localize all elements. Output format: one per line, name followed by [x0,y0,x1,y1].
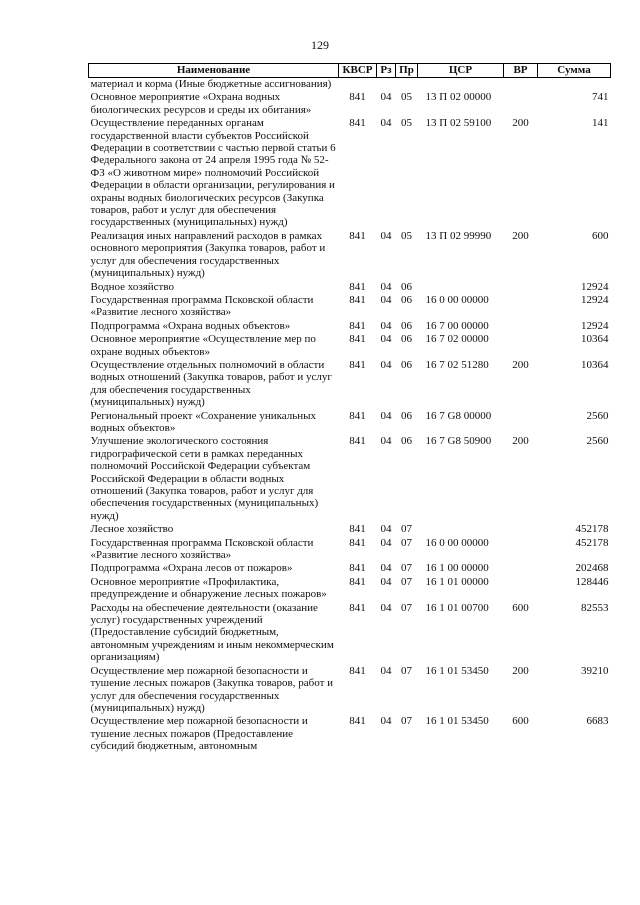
row-name: Государственная программа Псковской области «Развитие лесного хозяйства» [90,536,314,562]
table-row [89,280,611,293]
row-kvsr: 841 [349,562,366,575]
table-row [89,434,611,522]
row-vr [504,522,538,535]
table-header [89,64,611,78]
row-pr: 07 [401,715,412,728]
row-csr: 16 1 00 00000 [425,562,489,575]
row-pr: 07 [401,523,412,536]
table-row [89,409,611,435]
row-name: Основное мероприятие «Охрана водных биологических ресурсов и среды их обитания» [90,91,312,116]
budget-table [88,63,611,753]
row-vr [504,319,538,332]
table-row [89,293,611,319]
row-csr [418,280,504,293]
row-kvsr: 841 [349,333,366,346]
table-row [89,522,611,535]
page-number: 129 [311,38,329,52]
row-vr: 200 [512,358,529,371]
row-pr: 05 [401,91,412,104]
row-rz: 04 [380,91,392,104]
row-csr: 16 1 01 00700 [425,601,489,614]
row-vr [504,293,538,319]
row-rz: 04 [380,333,392,346]
row-sum: 2560 [586,435,609,448]
table-row [89,601,611,664]
row-kvsr: 841 [349,117,366,130]
row-rz: 04 [380,409,392,422]
row-csr: 16 1 01 53450 [425,715,489,728]
row-kvsr: 841 [349,601,366,614]
table-row [89,714,611,752]
row-name: Государственная программа Псковской области «Развитие лесного хозяйства» [90,293,314,319]
row-csr: 13 П 02 59100 [425,117,492,130]
row-vr: 600 [512,715,529,728]
row-pr: 06 [401,280,412,293]
table-row [89,561,611,574]
header-sum: Сумма [538,64,611,78]
row-name: Реализация иных направлений расходов в рамках основного мероприятия (Закупка товаров, работ и услуг для обеспечения государственных (муниципальных) нужд) [90,229,326,280]
row-kvsr: 841 [349,715,366,728]
row-rz [377,78,396,91]
row-sum: 39210 [581,664,609,677]
row-name: Основное мероприятие «Осуществление мер по охране водных объектов» [90,333,316,358]
row-kvsr: 841 [349,409,366,422]
header-kvsr: КВСР [339,64,377,78]
row-csr: 16 0 00 00000 [425,536,489,549]
row-sum: 141 [592,117,609,130]
row-rz: 04 [380,562,392,575]
row-pr: 07 [401,664,412,677]
row-kvsr: 841 [349,358,366,371]
row-csr: 16 7 G8 00000 [425,409,492,422]
row-rz: 04 [380,435,392,448]
row-name: Водное хозяйство [90,280,174,293]
row-sum: 10364 [581,333,609,346]
row-csr: 16 1 01 53450 [425,664,489,677]
row-pr: 06 [401,319,412,332]
row-rz: 04 [380,601,392,614]
row-pr: 05 [401,229,412,242]
row-vr: 200 [512,435,529,448]
table-row [89,575,611,601]
row-kvsr: 841 [349,523,366,536]
row-vr [504,575,538,601]
row-kvsr: 841 [349,664,366,677]
row-pr: 06 [401,358,412,371]
row-vr [504,78,538,91]
header-csr: ЦСР [418,64,504,78]
row-kvsr: 841 [349,91,366,104]
row-rz: 04 [380,664,392,677]
row-csr: 16 1 01 00000 [425,575,489,588]
row-vr [504,536,538,562]
row-sum: 128446 [575,575,609,588]
row-csr [418,78,504,91]
row-vr: 200 [512,117,529,130]
table-row [89,229,611,280]
row-sum: 6683 [586,715,609,728]
row-name: Осуществление мер пожарной безопасности и тушение лесных пожаров (Предоставление субсидий бюджетным, автономным [90,715,308,753]
table-body [89,78,611,753]
row-name: Подпрограмма «Охрана водных объектов» [90,319,291,332]
header-name: Наименование [89,64,339,78]
row-pr [396,78,418,91]
row-name: Улучшение экологического состояния гидрографической сети в рамках переданных полномочий Российской Федерации субъектам Российской Федерации в области водных отношений (Закупка товаров, работ и услуг для обеспечения государственных (муниципальных) нужд) [90,435,319,522]
row-pr: 05 [401,117,412,130]
header-pr: Пр [396,64,418,78]
row-pr: 07 [401,575,412,588]
row-pr: 06 [401,293,412,306]
row-kvsr: 841 [349,575,366,588]
table-row [89,319,611,332]
row-rz: 04 [380,229,392,242]
row-rz: 04 [380,715,392,728]
row-pr: 07 [401,536,412,549]
row-pr: 07 [401,601,412,614]
row-sum: 2560 [586,409,609,422]
row-csr: 13 П 02 00000 [425,91,492,104]
table-row [89,332,611,358]
row-name: Лесное хозяйство [90,523,174,536]
row-csr: 16 7 02 00000 [425,333,489,346]
table-row [89,90,611,116]
row-name: Расходы на обеспечение деятельности (оказание услуг) государственных учреждений (Предоставление субсидий бюджетным, автономным учреждениям и иным некоммерческим организациям) [90,601,334,664]
row-name: Осуществление переданных органам государственной власти субъектов Российской Федерации в соответствии с частью первой статьи 6 Федерального закона от 24 апреля 1995 года № 52-ФЗ «О животном мире» полномочий Российской Федерации в области организации, регулирования и охраны водных биологических ресурсов (Закупка товаров, работ и услуг для обеспечения государственных (муниципальных) нужд) [90,117,336,229]
row-name: Подпрограмма «Охрана лесов от пожаров» [90,562,293,575]
row-rz: 04 [380,523,392,536]
row-sum: 12924 [581,319,609,332]
row-rz: 04 [380,280,392,293]
row-csr [418,522,504,535]
row-vr: 200 [512,664,529,677]
row-kvsr: 841 [349,280,366,293]
row-sum: 82553 [581,601,609,614]
row-rz: 04 [380,117,392,130]
header-vr: ВР [504,64,538,78]
row-rz: 04 [380,358,392,371]
row-csr: 16 0 00 00000 [425,293,489,306]
row-rz: 04 [380,575,392,588]
table-row [89,536,611,562]
row-kvsr: 841 [349,536,366,549]
row-pr: 06 [401,435,412,448]
row-kvsr: 841 [349,319,366,332]
row-csr: 16 7 G8 50900 [425,435,492,448]
row-pr: 07 [401,562,412,575]
table-row [89,358,611,409]
table-row [89,664,611,715]
row-kvsr: 841 [349,229,366,242]
row-sum: 12924 [581,280,609,293]
row-vr [504,409,538,435]
row-name: Региональный проект «Сохранение уникальных водных объектов» [90,409,317,434]
row-kvsr: 841 [349,435,366,448]
row-sum: 452178 [575,523,609,536]
row-vr [504,90,538,116]
row-vr: 200 [512,229,529,242]
table-row [89,78,611,91]
table-row [89,116,611,229]
row-pr: 06 [401,333,412,346]
row-name: Основное мероприятие «Профилактика, предупреждение и обнаружение лесных пожаров» [90,575,327,601]
header-rz: Рз [377,64,396,78]
row-kvsr: 841 [349,293,366,306]
row-vr [504,561,538,574]
row-pr: 06 [401,409,412,422]
row-sum: 202468 [575,562,609,575]
row-vr: 600 [512,601,529,614]
row-sum: 741 [592,91,609,104]
row-name: материал и корма (Иные бюджетные ассигнования) [90,78,332,90]
row-csr: 16 7 02 51280 [425,358,489,371]
row-rz: 04 [380,536,392,549]
row-csr: 13 П 02 99990 [425,229,492,242]
row-vr [504,280,538,293]
row-sum [538,78,611,91]
row-sum: 12924 [581,293,609,306]
row-sum: 452178 [575,536,609,549]
row-name: Осуществление мер пожарной безопасности и тушение лесных пожаров (Закупка товаров, работ и услуг для обеспечения государственных (муниципальных) нужд) [90,664,334,714]
row-sum: 10364 [581,358,609,371]
row-rz: 04 [380,319,392,332]
row-rz: 04 [380,293,392,306]
row-sum: 600 [592,229,609,242]
row-kvsr [339,78,377,91]
row-csr: 16 7 00 00000 [425,319,489,332]
row-vr [504,332,538,358]
row-name: Осуществление отдельных полномочий в области водных отношений (Закупка товаров, работ и услуг для обеспечения государственных (муниципальных) нужд) [90,358,332,409]
